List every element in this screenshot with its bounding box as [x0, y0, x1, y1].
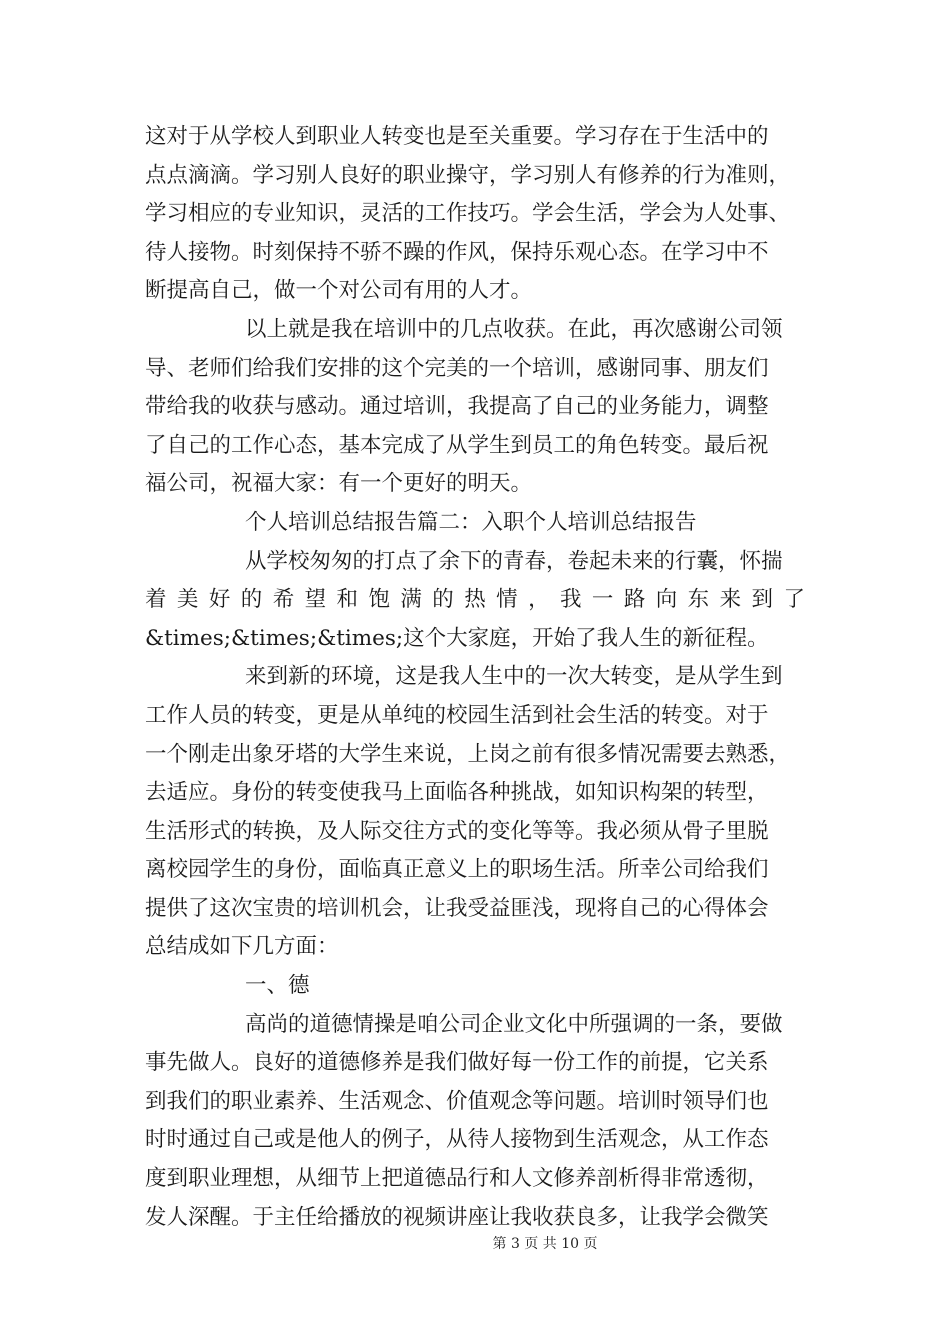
text-line: 工作人员的转变，更是从单纯的校园生活到社会生活的转变。对于	[145, 702, 769, 728]
text-line: 断提高自己，做一个对公司有用的人才。	[145, 278, 533, 304]
text-line: &times;&times;&times;这个大家庭，开始了我人生的新征程。	[145, 625, 769, 651]
text-line: 待人接物。时刻保持不骄不躁的作风，保持乐观心态。在学习中不	[145, 239, 769, 265]
text-line: 总结成如下几方面：	[145, 934, 339, 960]
text-char: 望	[304, 587, 327, 613]
text-line: 点点滴滴。学习别人良好的职业操守，学习别人有修养的行为准则，	[145, 162, 791, 188]
text-char: 的	[432, 587, 454, 613]
text-line: 去适应。身份的转变使我马上面临各种挑战，如知识构架的转型，	[145, 780, 769, 806]
text-char: 路	[623, 587, 646, 613]
text-line: 学习相应的专业知识，灵活的工作技巧。学会生活，学会为人处事、	[145, 201, 791, 227]
text-line: 时时通过自己或是他人的例子，从待人接物到生活观念，从工作态	[145, 1127, 769, 1153]
text-char: 一	[591, 587, 614, 613]
text-char: 热	[464, 587, 486, 613]
text-line: 离校园学生的身份，面临真正意义上的职场生活。所幸公司给我们	[145, 857, 769, 883]
text-char: 的	[240, 587, 263, 613]
text-char: 我	[559, 587, 582, 613]
text-line: 带给我的收获与感动。通过培训，我提高了自己的业务能力，调整	[145, 394, 769, 420]
text-char: 和	[336, 587, 359, 613]
text-line: 一个刚走出象牙塔的大学生来说，上岗之前有很多情况需要去熟悉，	[145, 741, 791, 767]
text-line: 生活形式的转换，及人际交往方式的变化等等。我必须从骨子里脱	[145, 818, 769, 844]
text-line: 事先做人。良好的道德修养是我们做好每一份工作的前提，它关系	[145, 1050, 769, 1076]
paragraph-start-line: 从学校匆匆的打点了余下的青春，卷起未来的行囊，怀揣	[245, 548, 783, 574]
text-char: 来	[719, 587, 742, 613]
text-line: 度到职业理想，从细节上把道德品行和人文修养剖析得非常透彻，	[145, 1166, 769, 1192]
text-line: 了自己的工作心态，基本完成了从学生到员工的角色转变。最后祝	[145, 432, 769, 458]
text-char: 好	[208, 587, 231, 613]
paragraph-start-line: 高尚的道德情操是咱公司企业文化中所强调的一条，要做	[245, 1011, 783, 1037]
text-char: 着	[145, 587, 167, 613]
text-line: 到我们的职业素养、生活观念、价值观念等问题。培训时领导们也	[145, 1088, 769, 1114]
section-heading: 一、德	[245, 973, 310, 999]
text-char: 东	[687, 587, 710, 613]
text-line: 导、老师们给我们安排的这个完美的一个培训，感谢同事、朋友们	[145, 355, 769, 381]
text-char: 情	[496, 587, 518, 613]
text-char: 饱	[368, 587, 390, 613]
text-line: 这对于从学校人到职业人转变也是至关重要。学习存在于生活中的	[145, 124, 769, 149]
text-line: 发人深醒。于主任给播放的视频讲座让我收获良多，让我学会微笑	[145, 1204, 769, 1230]
paragraph-start-line: 来到新的环境，这是我人生中的一次大转变，是从学生到	[245, 664, 783, 690]
text-char: 满	[400, 587, 422, 613]
text-char: ，	[528, 587, 550, 613]
text-char: 希	[272, 587, 295, 613]
text-char: 了	[783, 587, 805, 613]
text-line: 福公司，祝福大家：有一个更好的明天。	[145, 471, 533, 497]
text-char: 到	[751, 587, 774, 613]
text-line: 提供了这次宝贵的培训机会，让我受益匪浅，现将自己的心得体会	[145, 895, 769, 921]
document-body	[145, 118, 805, 1237]
text-char: 美	[176, 587, 199, 613]
section-heading: 个人培训总结报告篇二：入职个人培训总结报告	[245, 509, 697, 535]
paragraph-start-line: 以上就是我在培训中的几点收获。在此，再次感谢公司领	[245, 316, 783, 342]
text-char: 向	[655, 587, 678, 613]
page-number-footer: 第 3 页 共 10 页	[492, 1236, 598, 1252]
justified-text-line	[145, 581, 805, 620]
